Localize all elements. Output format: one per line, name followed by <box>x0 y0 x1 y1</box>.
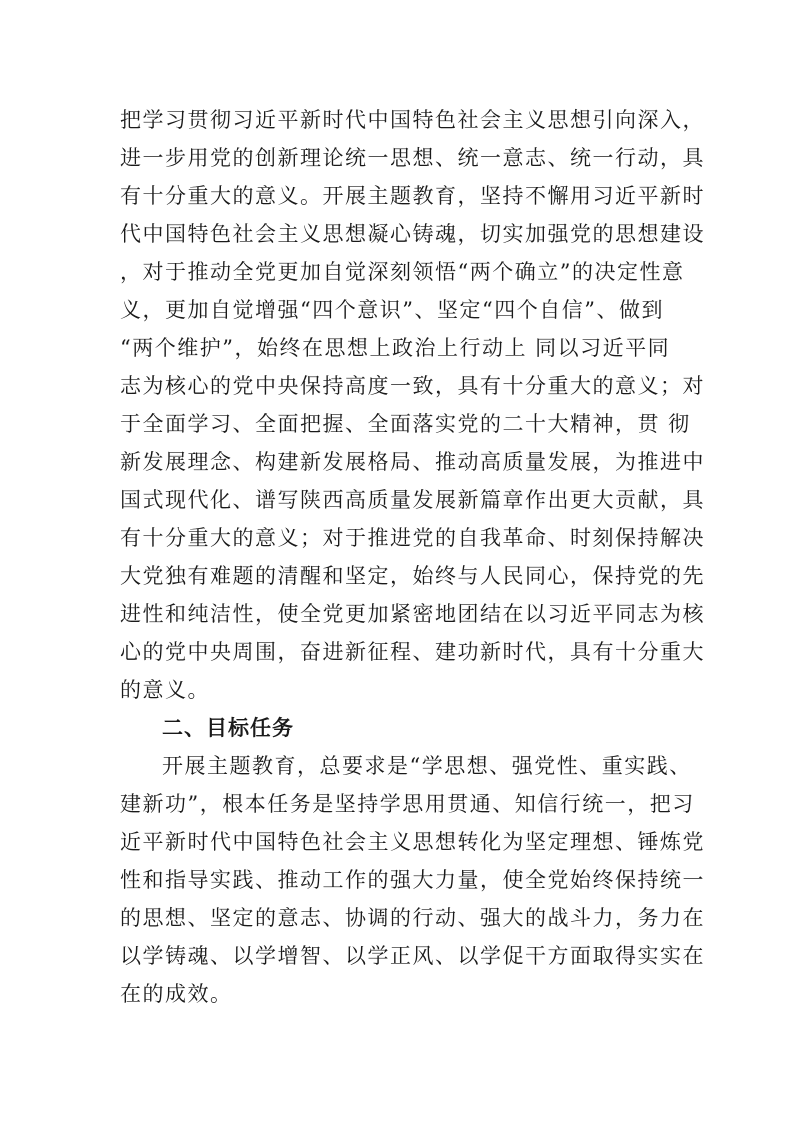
text-line: 以学铸魂、以学增智、以学正风、以学促干方面取得实实在 <box>120 944 705 968</box>
text-line: 有十分重大的意义；对于推进党的自我革命、时刻保持解决 <box>120 526 705 550</box>
text-line: 建新功”，根本任务是坚持学思用贯通、知信行统一，把习 <box>120 792 695 816</box>
text-line: 进性和纯洁性，使全党更加紧密地团结在以习近平同志为核 <box>120 602 705 626</box>
text-line: 进一步用党的创新理论统一思想、统一意志、统一行动，具 <box>120 146 705 170</box>
text-line: 开展主题教育，总要求是“学思想、强党性、重实践、 <box>162 754 692 778</box>
text-line: 大党独有难题的清醒和坚定，始终与人民同心，保持党的先 <box>120 564 705 588</box>
text-line: “两个维护”，始终在思想上政治上行动上 同以习近平同 <box>120 336 671 360</box>
text-line: 有十分重大的意义。开展主题教育，坚持不懈用习近平新时 <box>120 184 705 208</box>
text-line: 在的成效。 <box>120 982 233 1006</box>
text-line: 志为核心的党中央保持高度一致，具有十分重大的意义；对 <box>120 374 705 398</box>
text-line: 性和指导实践、推动工作的强大力量，使全党始终保持统一 <box>120 868 705 892</box>
text-line: 的意义。 <box>120 678 210 702</box>
text-line: 新发展理念、构建新发展格局、推动高质量发展，为推进中 <box>120 450 705 474</box>
section-heading: 二、目标任务 <box>162 716 294 740</box>
text-line: 代中国特色社会主义思想凝心铸魂，切实加强党的思想建设 <box>120 222 705 246</box>
text-line: 于全面学习、全面把握、全面落实党的二十大精神，贯 彻 <box>120 412 691 436</box>
text-line: 国式现代化、谱写陕西高质量发展新篇章作出更大贡献，具 <box>120 488 705 512</box>
text-line: 义，更加自觉增强“四个意识”、坚定“四个自信”、做到 <box>120 298 664 322</box>
text-line: ，对于推动全党更加自觉深刻领悟“两个确立”的决定性意 <box>120 260 685 284</box>
text-line: 近平新时代中国特色社会主义思想转化为坚定理想、锤炼党 <box>120 830 705 854</box>
text-line: 心的党中央周围，奋进新征程、建功新时代，具有十分重大 <box>120 640 705 664</box>
text-line: 把学习贯彻习近平新时代中国特色社会主义思想引向深入， <box>120 108 705 132</box>
text-line: 的思想、坚定的意志、协调的行动、强大的战斗力，务力在 <box>120 906 705 930</box>
